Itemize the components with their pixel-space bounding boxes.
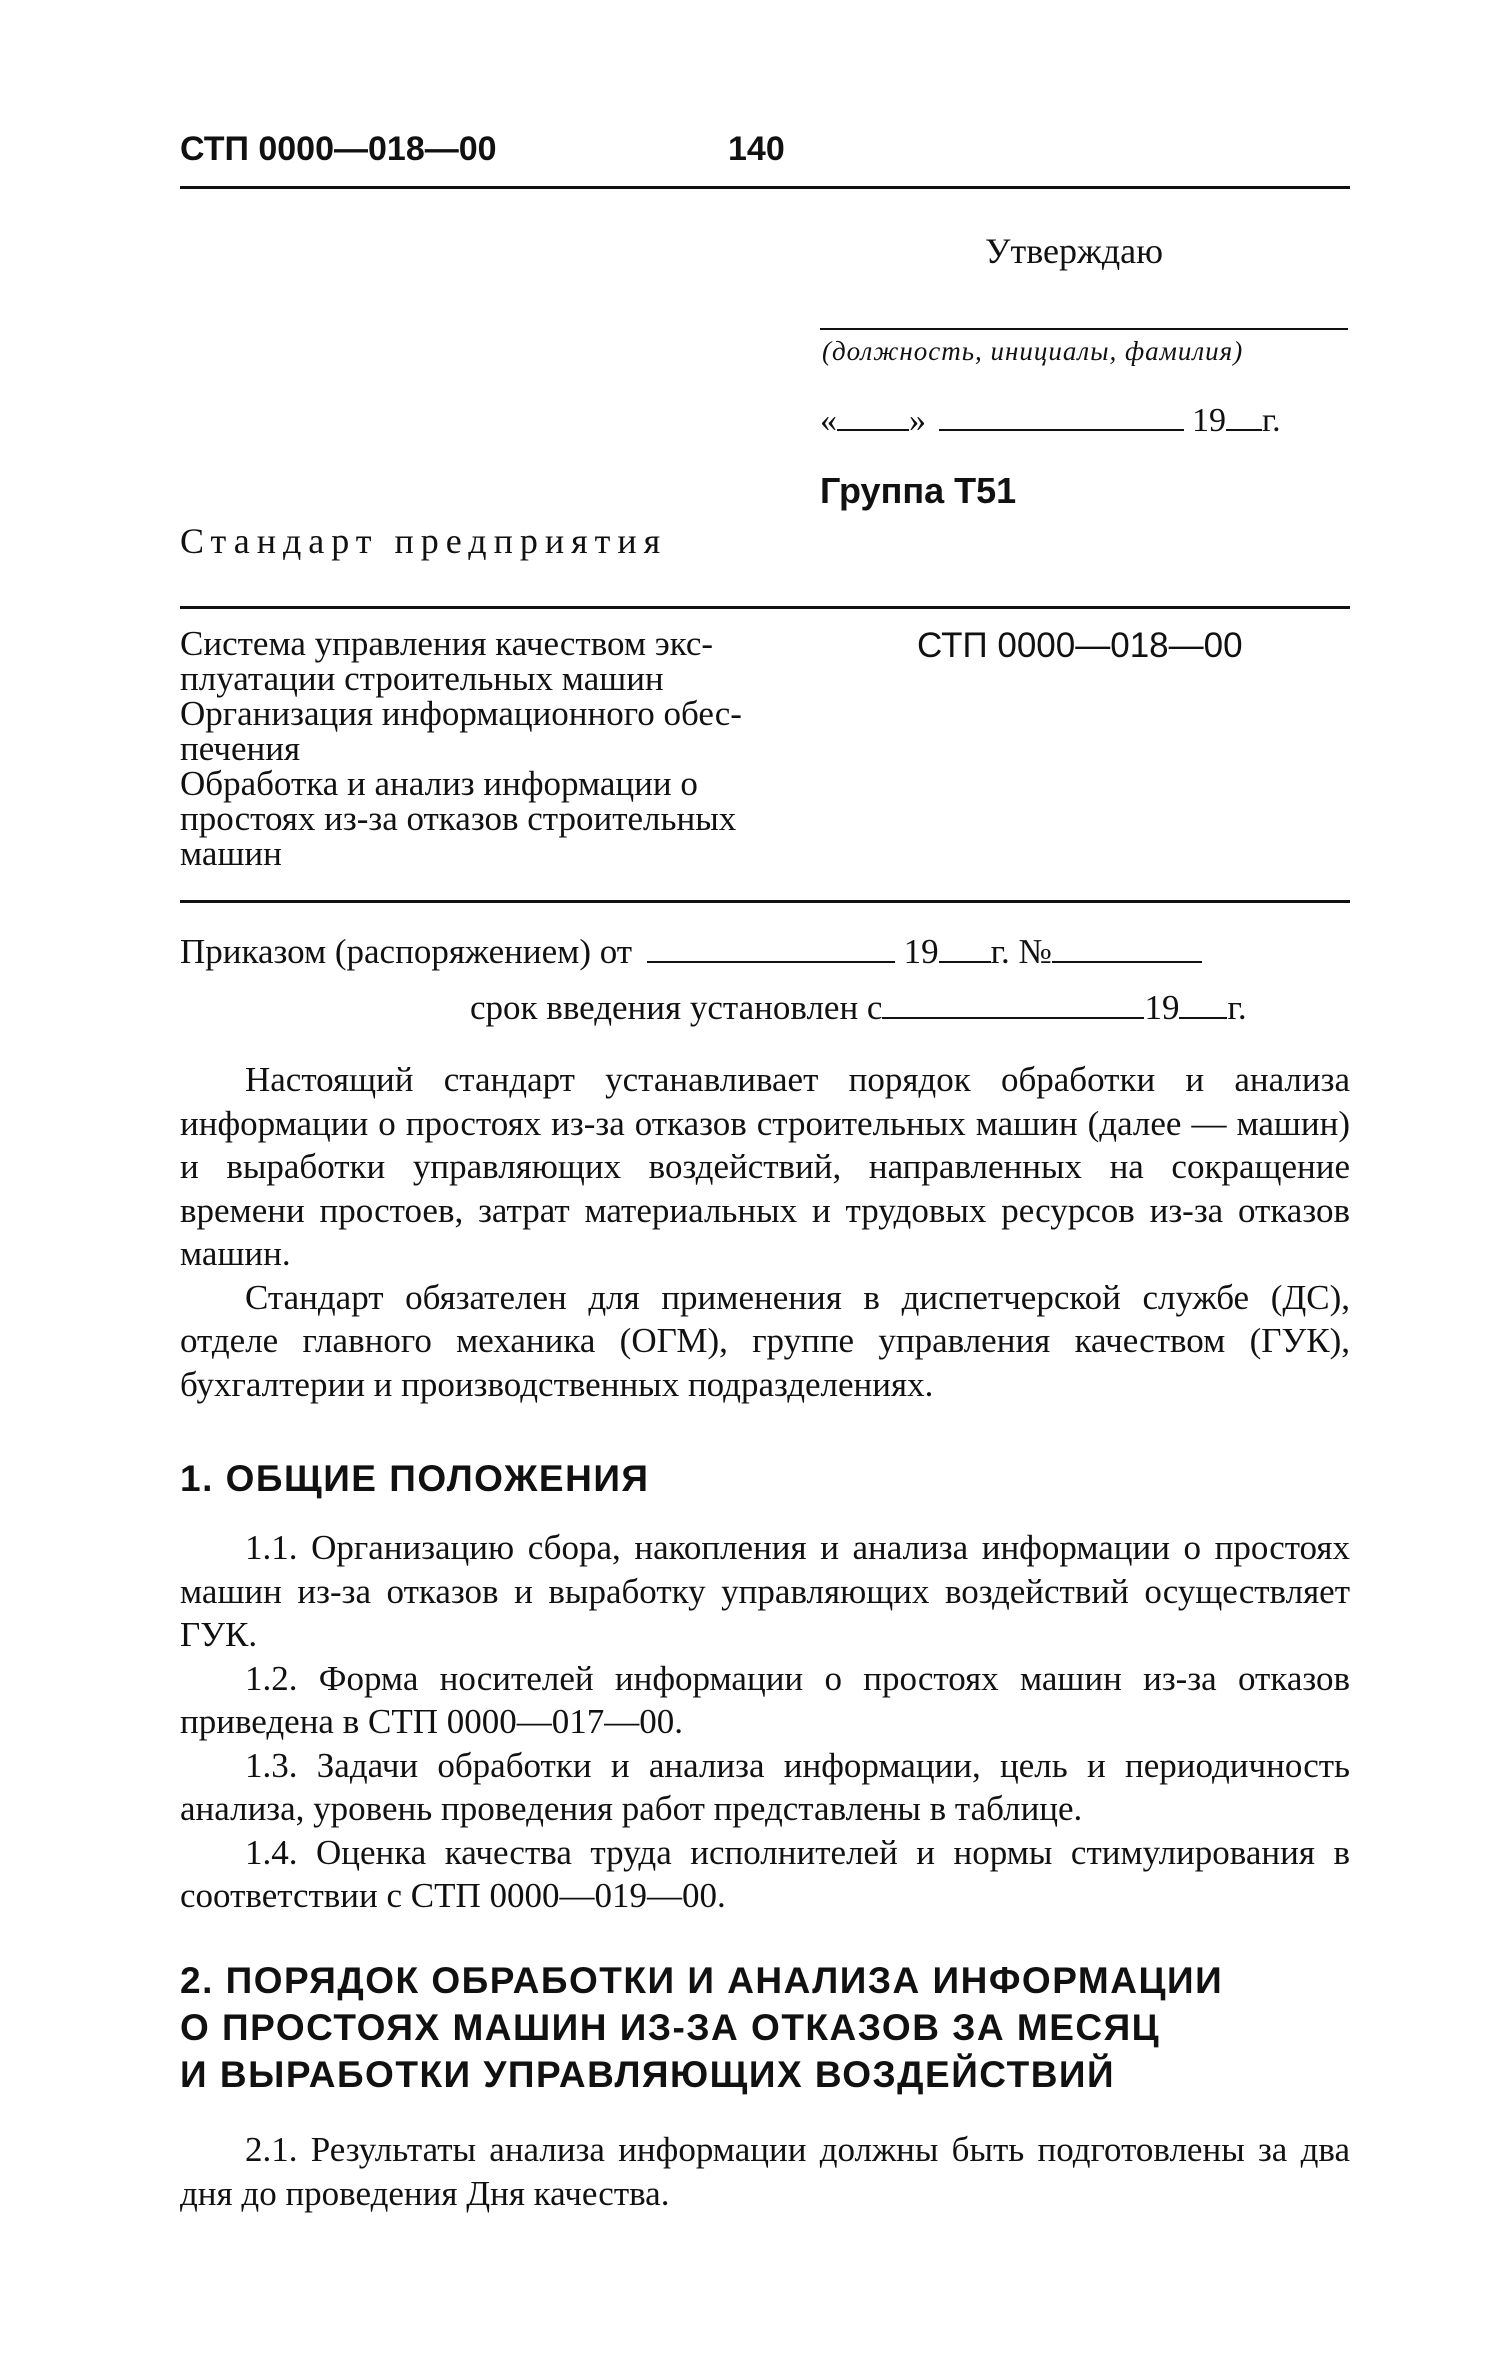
day-blank xyxy=(837,403,909,431)
section1-text xyxy=(180,1526,1350,1918)
approval-date-line xyxy=(820,402,1281,440)
order-year-suffix: г. xyxy=(990,932,1010,971)
date-open-quote: « xyxy=(820,402,837,439)
signature-caption: (должность, инициалы, фамилия) xyxy=(822,336,1244,366)
paragraph: Стандарт обязателен для применения в диспетчерской службе (ДС), отделе главного механика (ОГМ), группе управления качеством (ГУК), бухгалтерии и производственных подразделениях. xyxy=(180,1277,1350,1404)
standard-title xyxy=(180,626,820,871)
title-top-rule xyxy=(180,606,1350,609)
paragraph: 1.4. Оценка качества труда исполнителей и нормы стимулирования в соответствии с СТП 0000—019—00. xyxy=(180,1832,1350,1915)
term-year: 19 xyxy=(1144,988,1180,1027)
date-year: 19 xyxy=(1192,402,1226,439)
month-blank xyxy=(939,403,1184,431)
title-line: простоях из-за отказов строительных xyxy=(180,799,737,838)
document-code: СТП 0000—018—00 xyxy=(180,130,497,168)
order-number-blank xyxy=(1052,935,1202,963)
title-line: машин xyxy=(180,834,282,873)
section-heading xyxy=(180,1957,1223,2098)
date-suffix: г. xyxy=(1262,402,1281,439)
title-code: СТП 0000—018—00 xyxy=(917,626,1243,665)
date-close-quote: » xyxy=(909,402,926,439)
title-line: Организация информационного обес- xyxy=(180,694,742,733)
title-line: печения xyxy=(180,729,301,768)
order-line xyxy=(180,932,1202,972)
title-bottom-rule xyxy=(180,900,1350,903)
title-line: плуатации строительных машин xyxy=(180,659,664,698)
title-line: Система управления качеством экс- xyxy=(180,624,714,663)
intro-text xyxy=(180,1058,1350,1406)
header-rule xyxy=(180,186,1350,189)
order-number-label: № xyxy=(1018,932,1052,971)
paragraph: 1.3. Задачи обработки и анализа информации, цель и периодичность анализа, уровень проведения работ представлены в таблице. xyxy=(180,1745,1350,1828)
heading-line: И ВЫРАБОТКИ УПРАВЛЯЮЩИХ ВОЗДЕЙСТВИЙ xyxy=(180,2054,1116,2095)
paragraph: 2.1. Результаты анализа информации должны быть подготовлены за два дня до проведения Дня качества. xyxy=(180,2130,1350,2213)
order-year: 19 xyxy=(903,932,939,971)
approve-label: Утверждаю xyxy=(985,231,1164,271)
order-year-blank xyxy=(939,935,991,963)
heading-line: 2. ПОРЯДОК ОБРАБОТКИ И АНАЛИЗА ИНФОРМАЦИИ xyxy=(180,1960,1224,2001)
section-heading: 1. ОБЩИЕ ПОЛОЖЕНИЯ xyxy=(180,1458,650,1499)
group-label: Группа Т51 xyxy=(820,470,1017,511)
standard-label: Стандарт предприятия xyxy=(180,521,668,561)
year-blank xyxy=(1226,403,1262,431)
term-date-blank xyxy=(882,991,1144,1019)
title-line: Обработка и анализ информации о xyxy=(180,764,698,803)
section2-text xyxy=(180,2128,1350,2215)
term-year-blank xyxy=(1179,991,1227,1019)
page-number: 140 xyxy=(728,130,785,168)
term-label: срок введения установлен с xyxy=(470,988,883,1027)
paragraph: 1.2. Форма носителей информации о простоях машин из-за отказов приведена в СТП 0000—017—00. xyxy=(180,1658,1350,1741)
signature-line xyxy=(820,328,1348,330)
heading-line: О ПРОСТОЯХ МАШИН ИЗ-ЗА ОТКАЗОВ ЗА МЕСЯЦ xyxy=(180,2007,1161,2048)
paragraph: 1.1. Организацию сбора, накопления и анализа информации о простоях машин из-за отказов и выработку управляющих воздействий осуществляет ГУК. xyxy=(180,1528,1350,1654)
paragraph: Настоящий стандарт устанавливает порядок обработки и анализа информации о простоях из-за отказов строительных машин (далее — машин) и выработки управляющих воздействий, направленных на сокращение времени простоев, затрат материальных и трудовых ресурсов из-за отказов машин. xyxy=(180,1060,1350,1273)
term-year-suffix: г. xyxy=(1227,988,1247,1027)
order-date-blank xyxy=(647,935,895,963)
order-label: Приказом (распоряжением) от xyxy=(180,932,633,971)
term-line xyxy=(470,988,1247,1028)
